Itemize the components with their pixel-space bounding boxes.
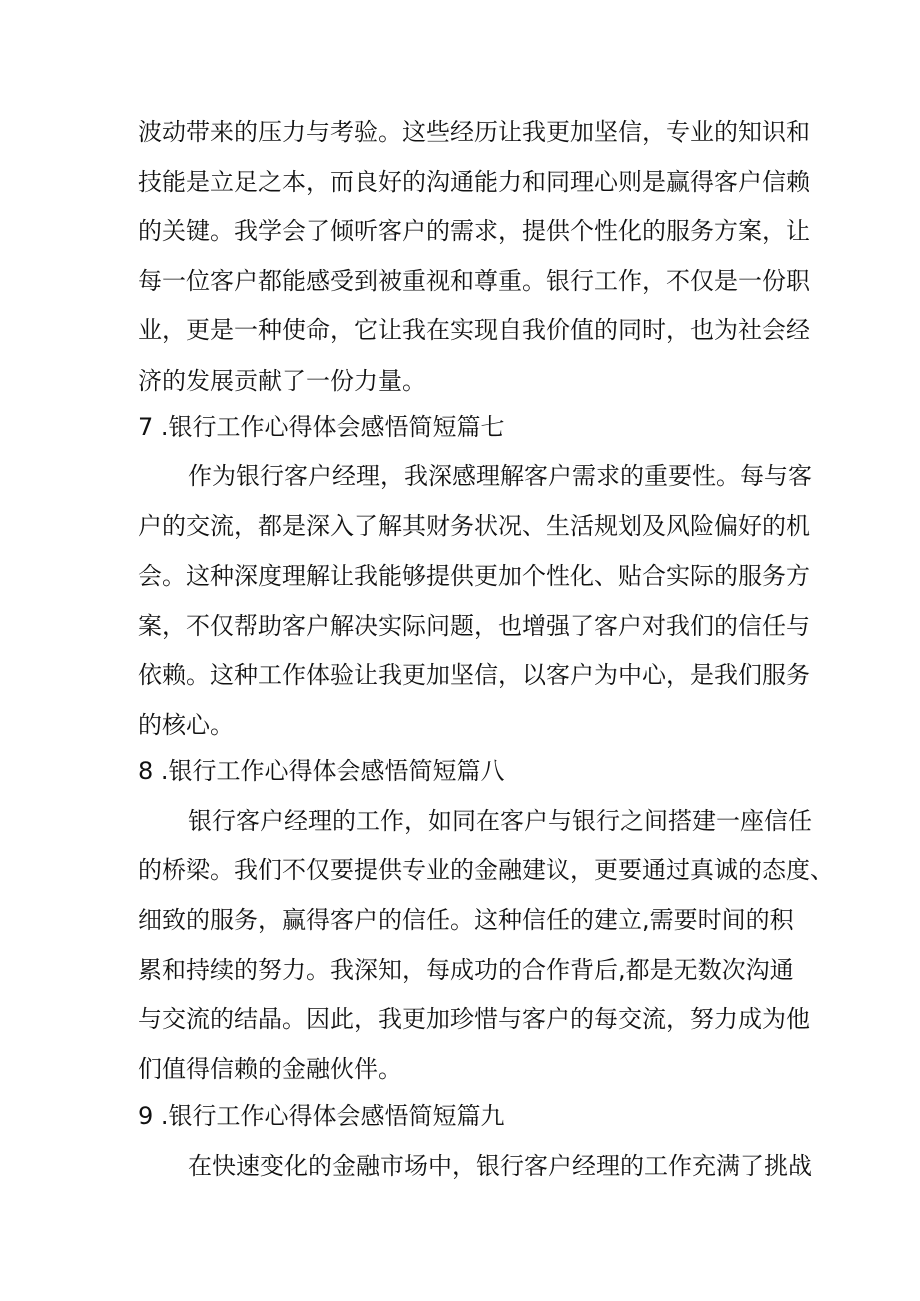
paragraph-line: 案，不仅帮助客户解决实际问题，也增强了客户对我们的信任与 [138, 612, 810, 640]
paragraph-line: 的关键。我学会了倾听客户的需求，提供个性化的服务方案，让 [138, 217, 810, 245]
paragraph-line: 累和持续的努力。我深知，每成功的合作背后,都是无数次沟通 [138, 956, 794, 984]
paragraph-line: 与交流的结晶。因此，我更加珍惜与客户的每交流，努力成为他 [138, 1005, 810, 1033]
paragraph-line: 作为银行客户经理，我深感理解客户需求的重要性。每与客 [188, 462, 812, 490]
paragraph-line: 波动带来的压力与考验。这些经历让我更加坚信，专业的知识和 [138, 118, 810, 146]
paragraph-line: 们值得信赖的金融伙伴。 [138, 1055, 402, 1083]
paragraph-line: 济的发展贡献了一份力量。 [138, 367, 426, 395]
paragraph-line: 业，更是一种使命，它让我在实现自我价值的同时，也为社会经 [138, 316, 810, 344]
paragraph-line: 的桥梁。我们不仅要提供专业的金融建议，更要通过真诚的态度、 [138, 856, 834, 884]
paragraph-line: 每一位客户都能感受到被重视和尊重。银行工作，不仅是一份职 [138, 267, 810, 295]
section-heading-9: 9 .银行工作心得体会感悟简短篇九 [138, 1102, 505, 1130]
paragraph-line: 细致的服务，赢得客户的信任。这种信任的建立,需要时间的积 [138, 906, 794, 934]
paragraph-line: 在快速变化的金融市场中，银行客户经理的工作充满了挑战 [188, 1152, 812, 1180]
section-heading-8: 8 .银行工作心得体会感悟简短篇八 [138, 757, 505, 785]
paragraph-line: 会。这种深度理解让我能够提供更加个性化、贴合实际的服务方 [138, 562, 810, 590]
paragraph-line: 技能是立足之本，而良好的沟通能力和同理心则是赢得客户信赖 [138, 168, 810, 196]
paragraph-line: 的核心。 [138, 711, 234, 739]
paragraph-line: 户的交流，都是深入了解其财务状况、生活规划及风险偏好的机 [138, 512, 810, 540]
paragraph-line: 依赖。这种工作体验让我更加坚信，以客户为中心，是我们服务 [138, 661, 810, 689]
section-heading-7: 7 .银行工作心得体会感悟简短篇七 [138, 413, 505, 441]
paragraph-line: 银行客户经理的工作，如同在客户与银行之间搭建一座信任 [188, 807, 812, 835]
